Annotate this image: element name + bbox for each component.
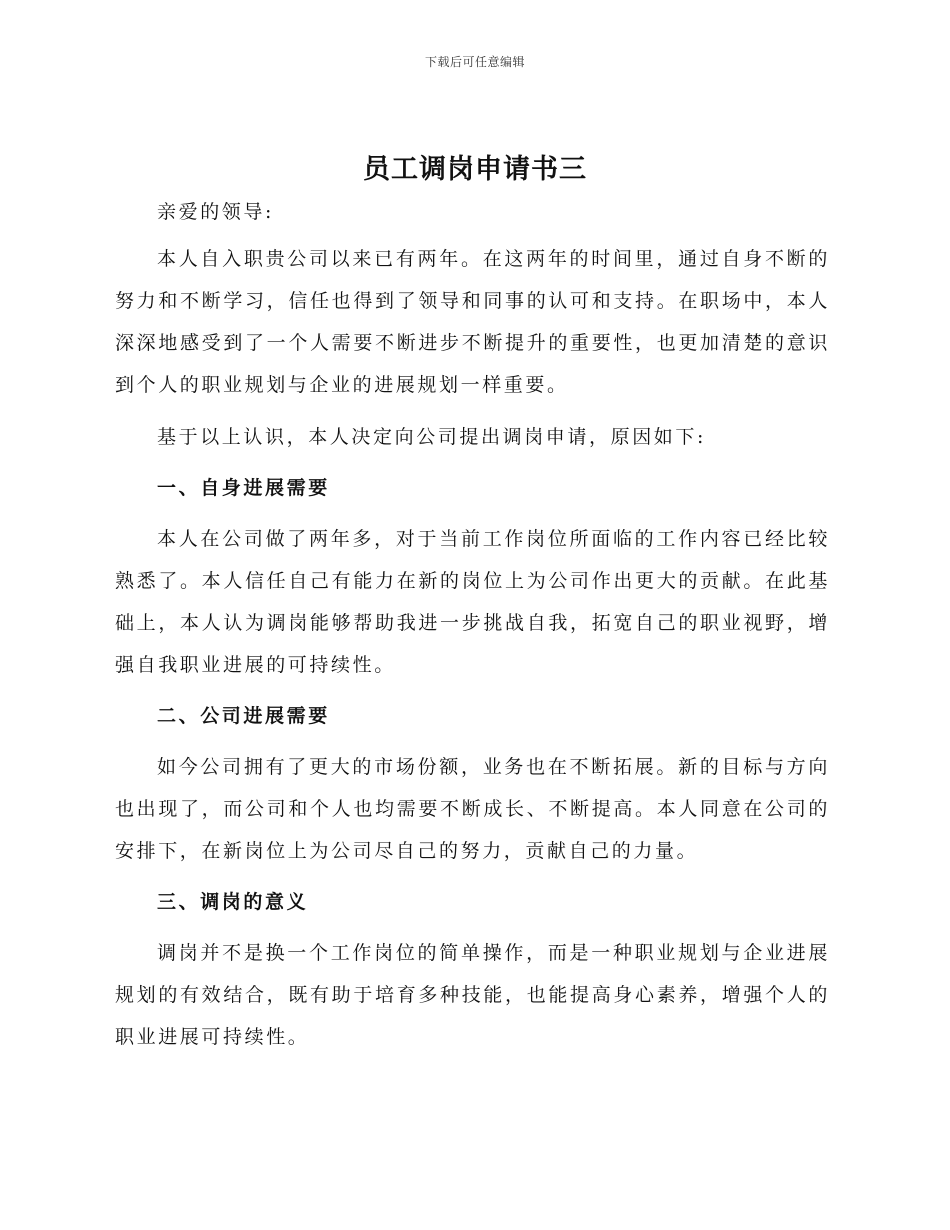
section-heading-transfer-meaning: 三、调岗的意义 bbox=[157, 891, 309, 913]
section-heading-self-development: 一、自身进展需要 bbox=[157, 477, 330, 499]
section-body-transfer-meaning: 调岗并不是换一个工作岗位的简单操作，而是一种职业规划与企业进展规划的有效结合，既有助于培育多种技能，也能提高身心素养，增强个人的职业进展可持续性。 bbox=[115, 942, 830, 1048]
section-body-company-development: 如今公司拥有了更大的市场份额，业务也在不断拓展。新的目标与方向也出现了，而公司和个人也均需要不断成长、不断提高。本人同意在公司的安排下，在新岗位上为公司尽自己的努力，贡献自己的力量。 bbox=[115, 756, 830, 862]
salutation: 亲爱的领导: bbox=[157, 201, 275, 223]
intro-paragraph: 本人自入职贵公司以来已有两年。在这两年的时间里，通过自身不断的努力和不断学习，信任也得到了领导和同事的认可和支持。在职场中，本人深深地感受到了一个人需要不断进步不断提升的重要性，也更加清楚的意识到个人的职业规划与企业的进展规划一样重要。 bbox=[115, 248, 830, 396]
section-body-self-development: 本人在公司做了两年多，对于当前工作岗位所面临的工作内容已经比较熟悉了。本人信任自己有能力在新的岗位上为公司作出更大的贡献。在此基础上，本人认为调岗能够帮助我进一步挑战自我，拓宽自己的职业视野，增强自我职业进展的可持续性。 bbox=[115, 528, 830, 676]
lead-paragraph: 基于以上认识，本人决定向公司提出调岗申请，原因如下: bbox=[157, 426, 707, 448]
page-header-note: 下载后可任意编辑 bbox=[424, 55, 525, 69]
document-body bbox=[115, 196, 830, 1068]
section-heading-company-development: 二、公司进展需要 bbox=[157, 705, 330, 727]
document-title: 员工调岗申请书三 bbox=[363, 154, 587, 185]
